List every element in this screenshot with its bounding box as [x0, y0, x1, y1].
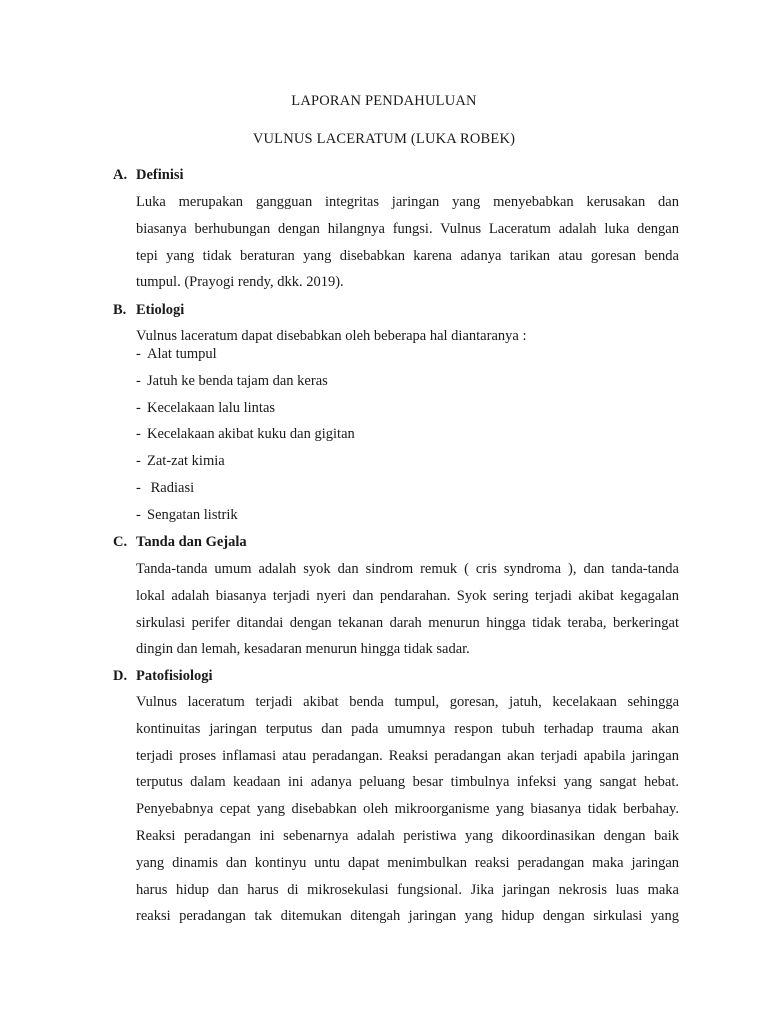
document-title: LAPORAN PENDAHULUAN: [291, 93, 477, 109]
section-heading-definisi: [113, 167, 184, 184]
paragraph-line: lokal adalah biasanya terjadi nyeri dan pendarahan. Syok sering terjadi akibat kegagalan: [136, 587, 679, 604]
paragraph-line: Reaksi peradangan ini sebenarnya adalah peristiwa yang dikoordinasikan dengan baik: [136, 827, 679, 844]
paragraph-line: reaksi peradangan tak ditemukan ditengah jaringan yang hidup dengan sirkulasi yang: [136, 908, 679, 925]
section-heading-etiologi: [113, 302, 184, 319]
paragraph-line: tepi yang tidak beraturan yang disebabkan karena adanya tarikan atau goresan benda: [136, 247, 679, 264]
section-title: Tanda dan Gejala: [136, 534, 247, 550]
section-letter: C.: [113, 534, 128, 550]
document-subtitle: VULNUS LACERATUM (LUKA ROBEK): [252, 131, 516, 147]
paragraph-line: dingin dan lemah, kesadaran menurun hingga tidak sadar.: [136, 641, 470, 658]
paragraph-line: biasanya berhubungan dengan hilangnya fungsi. Vulnus Laceratum adalah luka dengan: [136, 220, 679, 237]
section-title: Etiologi: [136, 302, 185, 318]
section-letter: B.: [113, 302, 127, 318]
section-paragraph-definisi: [136, 189, 679, 296]
section-heading-patofisiologi: [113, 668, 213, 685]
list-item: - Jatuh ke benda tajam dan keras: [136, 372, 328, 389]
section-paragraph-tanda-dan-gejala: [136, 556, 679, 663]
section-paragraph-patofisiologi: [136, 689, 679, 930]
paragraph-line: harus hidup dan harus di mikrosekulasi fungsional. Jika jaringan nekrosis luas maka: [136, 881, 679, 898]
etiologi-intro: Vulnus laceratum dapat disebabkan oleh beberapa hal diantaranya :: [136, 328, 527, 344]
list-item: - Alat tumpul: [136, 346, 217, 362]
section-letter: D.: [113, 668, 128, 684]
paragraph-line: terputus dalam keadaan ini adanya peluang besar timbulnya infeksi yang sangat hebat.: [136, 774, 679, 791]
paragraph-line: terjadi proses inflamasi atau peradangan. Reaksi peradangan akan terjadi apabila jaringan: [136, 747, 679, 764]
paragraph-line: sirkulasi perifer ditandai dengan tekanan darah menurun hingga tidak teraba, berkeringat: [136, 614, 679, 631]
paragraph-line: Tanda-tanda umum adalah syok dan sindrom remuk ( cris syndroma ), dan tanda-tanda: [136, 561, 679, 577]
section-title: Patofisiologi: [136, 668, 213, 684]
list-item: - Sengatan listrik: [136, 506, 238, 523]
paragraph-line: Luka merupakan gangguan integritas jaringan yang menyebabkan kerusakan dan: [136, 194, 679, 210]
list-item: - Kecelakaan akibat kuku dan gigitan: [136, 426, 355, 443]
paragraph-line: Penyebabnya cepat yang disebabkan oleh mikroorganisme yang biasanya tidak berbahay.: [136, 801, 679, 818]
list-item: - Radiasi: [136, 479, 195, 496]
list-item: - Kecelakaan lalu lintas: [136, 399, 276, 416]
paragraph-line: kontinuitas jaringan terputus dan pada umumnya respon tubuh terhadap trauma akan: [136, 720, 679, 737]
list-item: - Zat-zat kimia: [136, 453, 225, 470]
section-title: Definisi: [136, 167, 184, 183]
paragraph-line: tumpul. (Prayogi rendy, dkk. 2019).: [136, 274, 344, 291]
etiologi-list: [136, 341, 355, 529]
paragraph-line: yang dinamis dan kontinyu untu dapat menimbulkan reaksi peradangan maka jaringan: [136, 854, 679, 871]
section-heading-tanda-dan-gejala: [113, 534, 247, 551]
section-letter: A.: [113, 167, 128, 183]
paragraph-line: Vulnus laceratum terjadi akibat benda tumpul, goresan, jatuh, kecelakaan sehingga: [136, 694, 679, 710]
